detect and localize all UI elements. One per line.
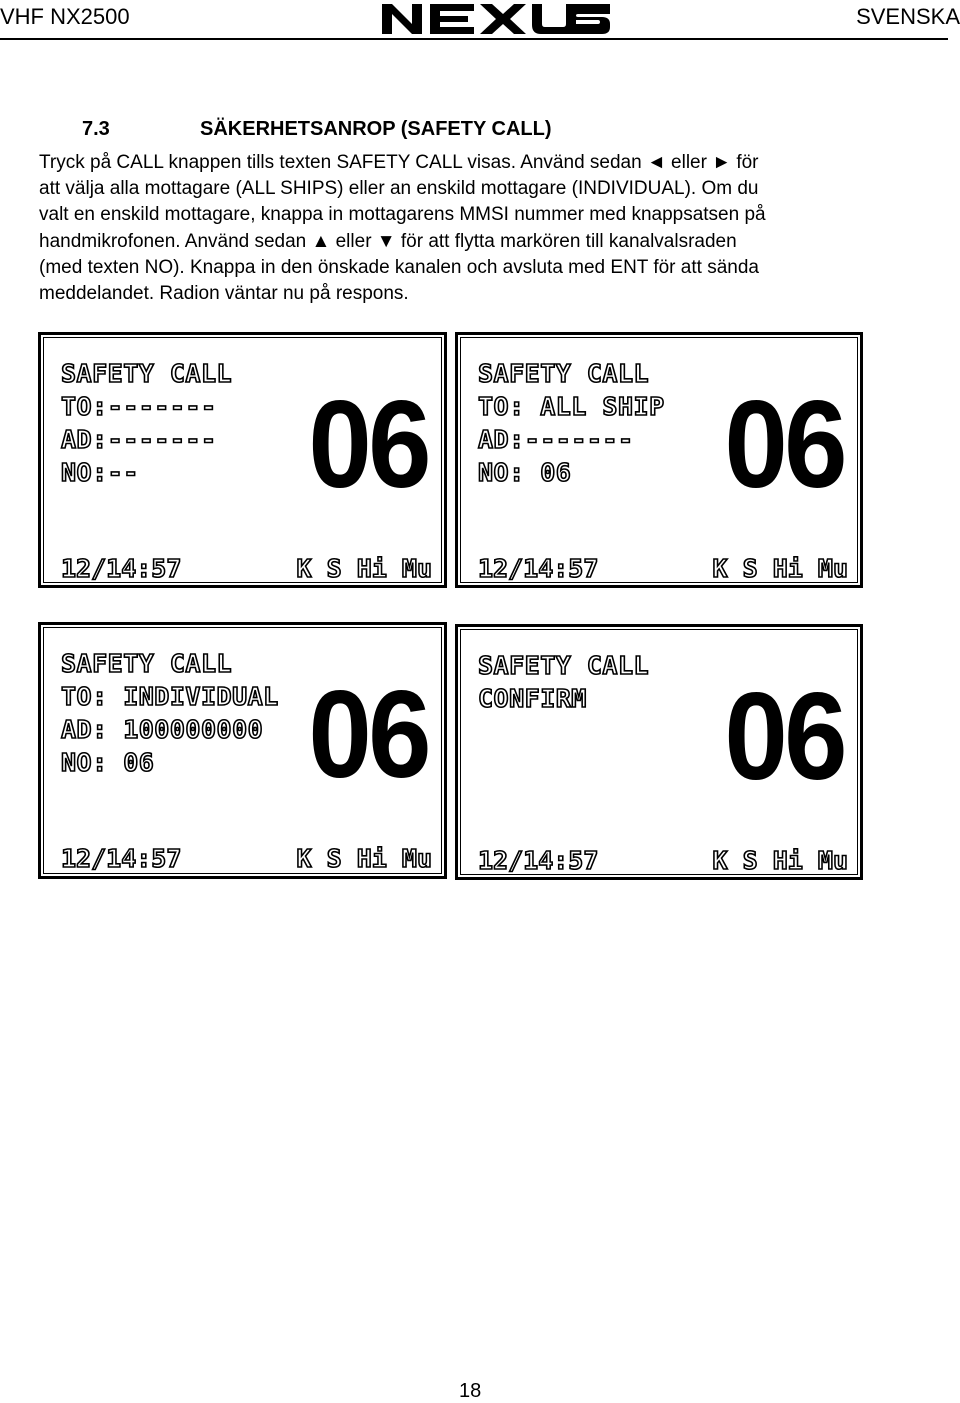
section-number: 7.3 [82, 118, 110, 140]
lcd-line-3: AD: 100000000 [61, 715, 264, 744]
lcd-line-1: SAFETY CALL [478, 359, 650, 388]
lcd-time: 12/14:57 [61, 554, 182, 583]
header-rule [0, 38, 948, 40]
lcd-line-1: SAFETY CALL [61, 649, 233, 678]
header-model: VHF NX2500 [0, 4, 130, 29]
lcd-line-1: SAFETY CALL [478, 651, 650, 680]
lcd-line-2: TO: INDIVIDUAL [61, 682, 279, 711]
nexus-logo [382, 0, 610, 36]
lcd-display-3 [38, 622, 447, 879]
body-paragraph [39, 150, 919, 307]
header-language: SVENSKA [856, 4, 960, 29]
page-header [0, 0, 960, 40]
lcd-time: 12/14:57 [61, 844, 182, 873]
lcd-line-3: AD:------- [61, 425, 217, 454]
lcd-line-4: NO: 06 [61, 748, 155, 777]
body-line: att välja alla mottagare (ALL SHIPS) eller an enskild mottagare (INDIVIDUAL). Om du [39, 178, 759, 200]
lcd-status: K S Hi Mu [296, 554, 432, 583]
lcd-time: 12/14:57 [478, 846, 599, 875]
body-line: handmikrofonen. Använd sedan ▲ eller ▼ för att flytta markören till kanalvalsraden [39, 230, 737, 252]
body-line: meddelandet. Radion väntar nu på respons. [39, 283, 409, 305]
lcd-line-4: NO:-- [61, 458, 139, 487]
lcd-line-4: NO: 06 [478, 458, 572, 487]
lcd-line-2: TO: ALL SHIP [478, 392, 665, 421]
lcd-status: K S Hi Mu [296, 844, 432, 873]
lcd-status: K S Hi Mu [712, 554, 848, 583]
body-line: valt en enskild mottagare, knappa in mottagarens MMSI nummer med knappsatsen på [39, 204, 766, 226]
section-heading [82, 118, 552, 141]
lcd-line-1: SAFETY CALL [61, 359, 233, 388]
lcd-channel: 06 [724, 668, 844, 806]
lcd-line-2: CONFIRM [478, 684, 587, 713]
lcd-line-3: AD:------- [478, 425, 634, 454]
lcd-channel: 06 [724, 376, 844, 514]
lcd-time: 12/14:57 [478, 554, 599, 583]
lcd-status: K S Hi Mu [712, 846, 848, 875]
lcd-display-1 [38, 332, 447, 588]
lcd-display-4 [455, 624, 863, 880]
body-line: (med texten NO). Knappa in den önskade kanalen och avsluta med ENT för att sända [39, 256, 759, 278]
section-title: SÄKERHETSANROP (SAFETY CALL) [200, 118, 552, 140]
lcd-channel: 06 [308, 376, 428, 514]
lcd-channel: 06 [308, 666, 428, 804]
lcd-line-2: TO:------- [61, 392, 217, 421]
lcd-display-2 [455, 332, 863, 588]
page-number: 18 [459, 1380, 482, 1402]
body-line: Tryck på CALL knappen tills texten SAFETY CALL visas. Använd sedan ◄ eller ► för [39, 152, 759, 173]
